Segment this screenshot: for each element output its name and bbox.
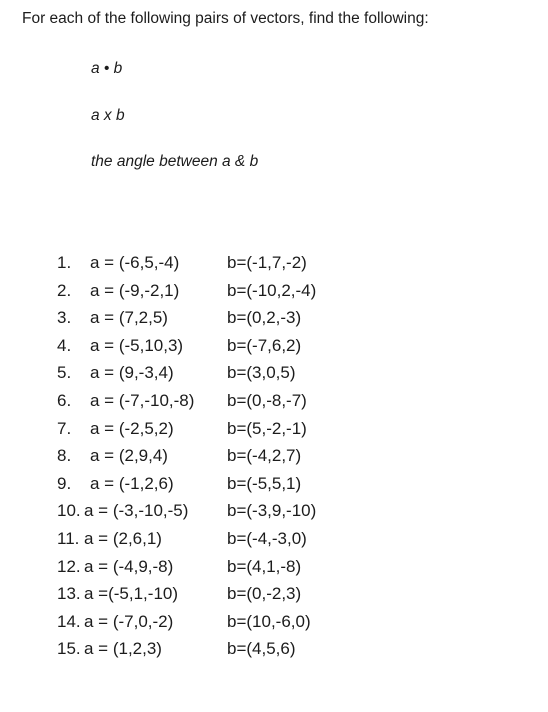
vector-b: b=(0,-8,-7) <box>227 390 307 410</box>
vector-a: a = (-6,5,-4) <box>90 253 180 272</box>
instructions-text: For each of the following pairs of vectors, find the following: <box>22 10 429 27</box>
vector-b: b=(4,5,6) <box>227 639 296 659</box>
problem-item <box>57 277 317 305</box>
problem-item <box>57 442 302 470</box>
task-cross-product: a x b <box>91 107 125 124</box>
problem-number: 3. <box>57 308 72 328</box>
vector-a: a = (-9,-2,1) <box>90 280 180 300</box>
vector-b: b=(-7,6,2) <box>227 335 302 355</box>
problem-item <box>57 387 307 415</box>
problem-number: 15. <box>57 639 81 659</box>
task-angle-between: the angle between a & b <box>91 153 259 170</box>
problem-number: 6. <box>57 390 72 410</box>
problem-number: 13. <box>57 584 81 604</box>
problem-item <box>57 525 307 553</box>
vector-a: a = (-7,0,-2) <box>84 611 174 631</box>
vector-b: b=(-4,-3,0) <box>227 528 307 548</box>
problem-item <box>57 470 302 498</box>
vector-b: b=(10,-6,0) <box>227 611 311 631</box>
task-dot-product: a • b <box>91 60 123 77</box>
vector-b: b=(3,0,5) <box>227 363 296 383</box>
problem-item <box>57 359 296 387</box>
problem-number: 7. <box>57 418 72 438</box>
problem-item <box>57 553 302 581</box>
problem-number: 14. <box>57 611 81 631</box>
vector-b: b=(-3,9,-10) <box>227 501 317 521</box>
problem-item <box>57 497 317 525</box>
vector-a: a = (-2,5,2) <box>90 418 174 438</box>
problem-number: 8. <box>57 446 72 466</box>
vector-b: b=(-5,5,1) <box>227 473 302 493</box>
vector-b: b=(-1,7,-2) <box>227 253 307 272</box>
problem-item <box>57 415 307 443</box>
problem-number: 11. <box>57 528 80 548</box>
vector-a: a = (9,-3,4) <box>90 363 174 383</box>
problem-number: 5. <box>57 363 72 383</box>
vector-a: a = (-5,10,3) <box>90 335 184 355</box>
vector-a: a = (7,2,5) <box>90 308 168 328</box>
vector-a: a = (-1,2,6) <box>90 473 174 493</box>
vector-b: b=(4,1,-8) <box>227 556 302 576</box>
problem-item <box>57 580 302 608</box>
problem-number: 9. <box>57 473 72 493</box>
vector-a: a = (-3,-10,-5) <box>84 501 189 521</box>
vector-a: a = (-7,-10,-8) <box>90 390 195 410</box>
problem-item <box>57 304 302 332</box>
vector-b: b=(0,-2,3) <box>227 584 302 604</box>
problem-number: 1. <box>57 253 72 272</box>
problem-number: 10. <box>57 501 81 521</box>
vector-a: a = (-4,9,-8) <box>84 556 174 576</box>
vector-a: a = (2,6,1) <box>84 528 162 548</box>
problem-item <box>57 608 311 636</box>
vector-a: a = (2,9,4) <box>90 446 168 466</box>
vector-b: b=(-4,2,7) <box>227 446 302 466</box>
vector-b: b=(-10,2,-4) <box>227 280 317 300</box>
problem-number: 2. <box>57 280 72 300</box>
vector-a: a = (1,2,3) <box>84 639 162 659</box>
problem-list <box>57 249 317 663</box>
problem-number: 4. <box>57 335 72 355</box>
problem-item <box>57 332 302 360</box>
vector-b: b=(0,2,-3) <box>227 308 302 328</box>
vector-a: a =(-5,1,-10) <box>84 584 179 604</box>
vector-b: b=(5,-2,-1) <box>227 418 307 438</box>
problem-number: 12. <box>57 556 81 576</box>
problem-item <box>57 635 296 663</box>
problem-item <box>57 249 307 277</box>
